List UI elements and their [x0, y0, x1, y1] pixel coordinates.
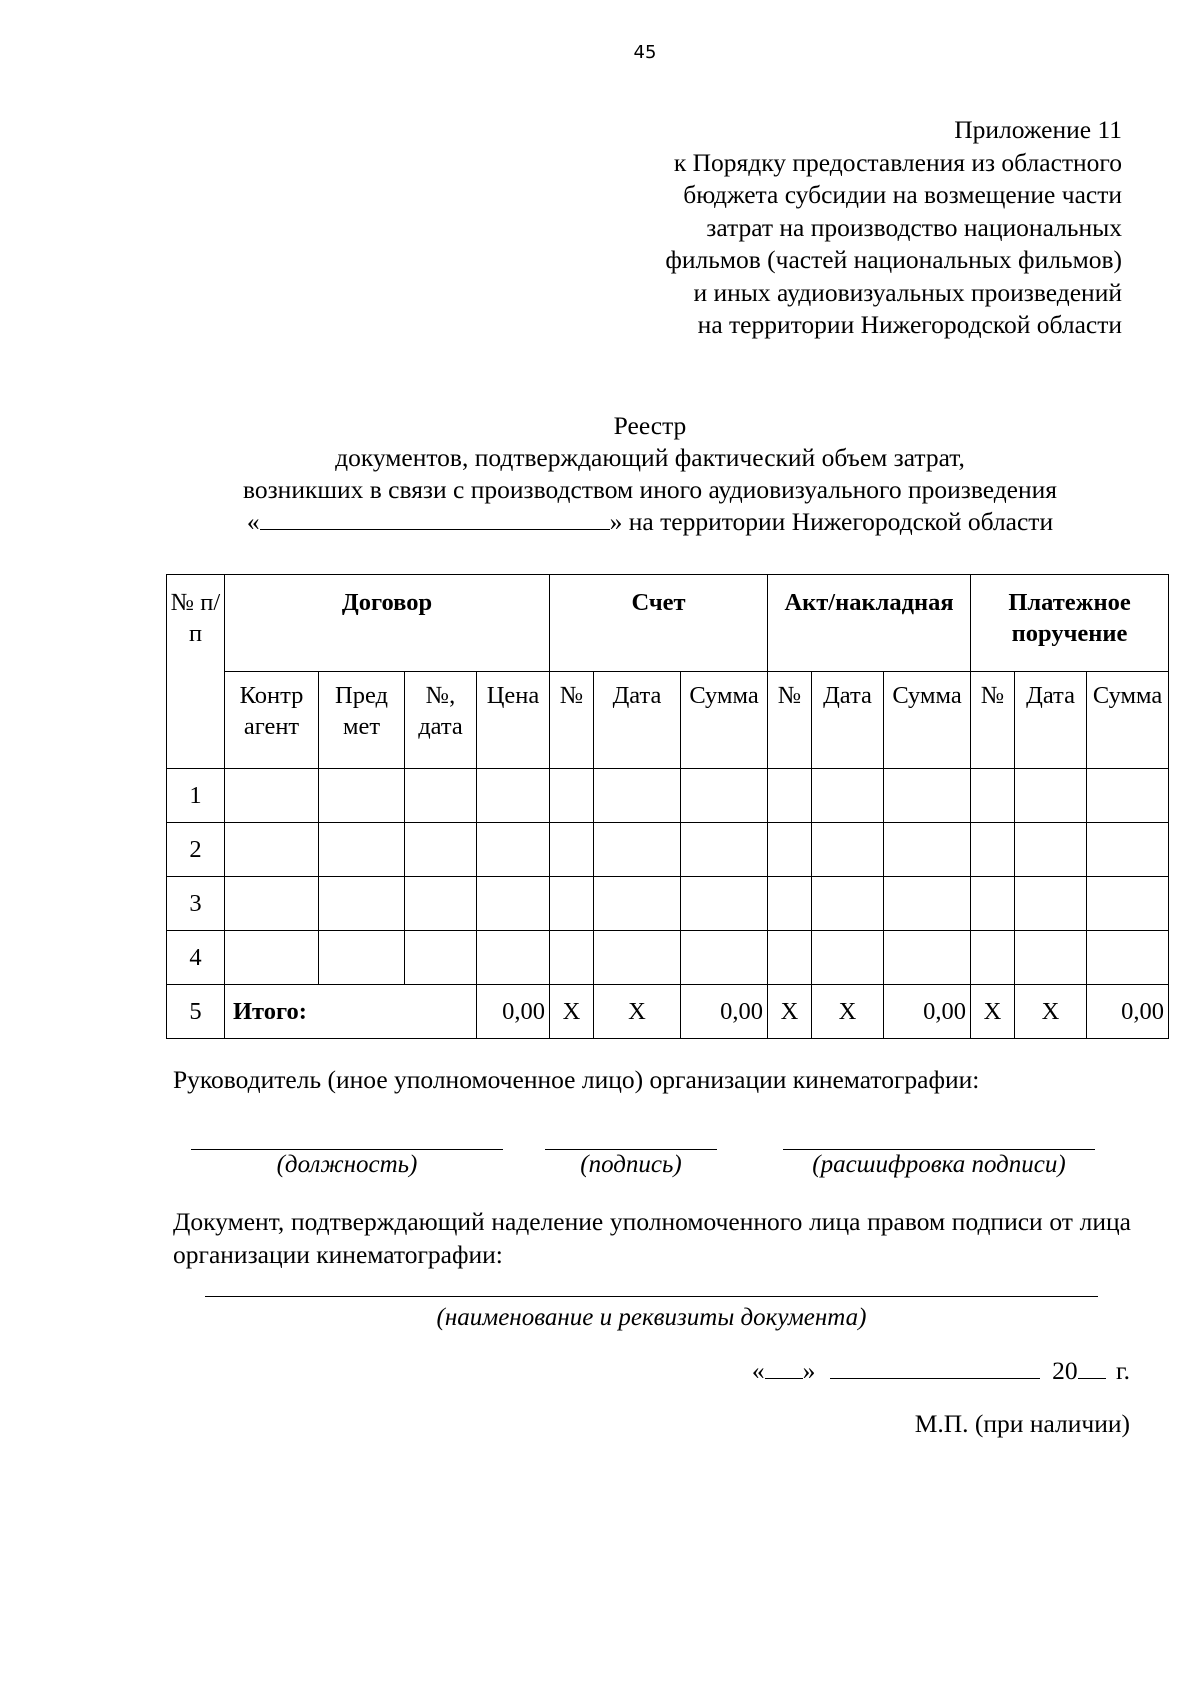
table-subheader-row [167, 672, 1169, 769]
row-number: 1 [167, 769, 225, 823]
authority-document-caption: (наименование и реквизиты документа) [436, 1304, 867, 1331]
header-contract: Договор [225, 575, 550, 672]
table-cell[interactable] [971, 823, 1015, 877]
table-cell[interactable] [768, 877, 812, 931]
title-line-tail: » на территории Нижегородской области [609, 507, 1054, 536]
table-cell[interactable] [681, 769, 768, 823]
table-cell[interactable] [971, 877, 1015, 931]
table-cell[interactable] [971, 769, 1015, 823]
row-number: 2 [167, 823, 225, 877]
table-cell[interactable] [405, 769, 477, 823]
table-cell[interactable] [884, 931, 971, 985]
signature-sign [545, 1123, 717, 1178]
table-cell[interactable] [971, 931, 1015, 985]
position-field[interactable] [191, 1123, 503, 1150]
date-close-quote: » [802, 1356, 816, 1385]
appendix-line: фильмов (частей национальных фильмов) [665, 245, 1122, 274]
appendix-header [562, 114, 1122, 342]
table-cell[interactable] [550, 823, 594, 877]
table-cell[interactable] [884, 769, 971, 823]
subheader-act-sum: Сумма [884, 672, 971, 769]
subheader-act-no: № [768, 672, 812, 769]
table-cell[interactable] [550, 877, 594, 931]
decoding-field[interactable] [783, 1123, 1095, 1150]
year-prefix: 20 [1052, 1356, 1078, 1385]
table-cell[interactable] [225, 877, 319, 931]
table-cell[interactable] [550, 931, 594, 985]
table-cell[interactable] [405, 877, 477, 931]
table-cell[interactable] [594, 823, 681, 877]
table-cell[interactable] [319, 769, 405, 823]
table-total-row [167, 985, 1169, 1039]
table-row [167, 823, 1169, 877]
table-cell[interactable] [681, 823, 768, 877]
table-cell[interactable] [681, 931, 768, 985]
table-cell[interactable] [884, 823, 971, 877]
header-payment: Платежное поручение [971, 575, 1169, 672]
table-cell[interactable] [405, 931, 477, 985]
subheader-payment-no: № [971, 672, 1015, 769]
stamp-label: М.П. (при наличии) [914, 1409, 1130, 1438]
total-payment-sum: 0,00 [1087, 985, 1169, 1039]
table-cell[interactable] [477, 769, 550, 823]
table-cell[interactable] [1015, 877, 1087, 931]
total-x: Х [812, 985, 884, 1039]
total-act-sum: 0,00 [884, 985, 971, 1039]
table-cell[interactable] [812, 823, 884, 877]
header-num: № п/п [167, 575, 225, 769]
table-cell[interactable] [1087, 823, 1169, 877]
subheader-invoice-no: № [550, 672, 594, 769]
table-row [167, 769, 1169, 823]
registry-table [166, 574, 1169, 1039]
table-cell[interactable] [812, 931, 884, 985]
signature-caption: (подпись) [580, 1151, 682, 1178]
year-field[interactable] [1078, 1354, 1106, 1379]
table-cell[interactable] [594, 877, 681, 931]
table-cell[interactable] [319, 931, 405, 985]
table-cell[interactable] [1015, 769, 1087, 823]
table-cell[interactable] [225, 931, 319, 985]
table-row [167, 931, 1169, 985]
authority-document-field[interactable] [205, 1270, 1098, 1297]
date-open-quote: « [751, 1356, 765, 1385]
total-x: Х [1015, 985, 1087, 1039]
total-x: Х [768, 985, 812, 1039]
appendix-line: к Порядку предоставления из областного [673, 147, 1122, 177]
position-caption: (должность) [276, 1151, 418, 1178]
film-title-blank[interactable] [260, 507, 610, 530]
table-cell[interactable] [1087, 769, 1169, 823]
appendix-line: бюджета субсидии на возмещение части [683, 180, 1122, 209]
total-label: Итого: [225, 985, 477, 1039]
table-cell[interactable] [319, 823, 405, 877]
table-cell[interactable] [225, 769, 319, 823]
subheader-invoice-sum: Сумма [681, 672, 768, 769]
subheader-counterparty: Контр агент [225, 672, 319, 769]
signature-field[interactable] [545, 1123, 717, 1150]
day-field[interactable] [765, 1354, 803, 1379]
table-cell[interactable] [1087, 877, 1169, 931]
table-cell[interactable] [812, 877, 884, 931]
page-number: 45 [633, 42, 657, 63]
table-row [167, 877, 1169, 931]
table-cell[interactable] [768, 931, 812, 985]
title-line: документов, подтверждающий фактический объем затрат, [335, 443, 965, 472]
appendix-line: затрат на производство национальных [706, 212, 1122, 242]
open-quote: « [246, 507, 260, 536]
total-invoice-sum: 0,00 [681, 985, 768, 1039]
table-cell[interactable] [681, 877, 768, 931]
row-number: 4 [167, 931, 225, 985]
table-cell[interactable] [884, 877, 971, 931]
subheader-payment-sum: Сумма [1087, 672, 1169, 769]
table-cell[interactable] [477, 823, 550, 877]
row-number: 3 [167, 877, 225, 931]
table-cell[interactable] [405, 823, 477, 877]
table-cell[interactable] [477, 877, 550, 931]
table-cell[interactable] [319, 877, 405, 931]
table-cell[interactable] [1015, 931, 1087, 985]
year-suffix: г. [1116, 1356, 1130, 1385]
total-price: 0,00 [477, 985, 550, 1039]
header-act: Акт/накладная [768, 575, 971, 672]
row-number: 5 [167, 985, 225, 1039]
head-label: Руководитель (иное уполномоченное лицо) организации кинематографии: [173, 1065, 980, 1094]
table-cell[interactable] [1087, 931, 1169, 985]
table-cell[interactable] [594, 931, 681, 985]
month-field[interactable] [830, 1354, 1040, 1379]
subheader-num-date: №, дата [405, 672, 477, 769]
appendix-line: Приложение 11 [954, 115, 1122, 144]
authority-document-paragraph: Документ, подтверждающий наделение уполномоченного лица правом подписи от лица организации кинематографии: [173, 1207, 1131, 1269]
table-cell[interactable] [768, 823, 812, 877]
table-cell[interactable] [812, 769, 884, 823]
table-cell[interactable] [225, 823, 319, 877]
title-line: Реестр [613, 411, 687, 440]
subheader-subject: Пред мет [319, 672, 405, 769]
document-title [190, 410, 1110, 538]
table-cell[interactable] [550, 769, 594, 823]
subheader-invoice-date: Дата [594, 672, 681, 769]
appendix-line: и иных аудиовизуальных произведений [693, 277, 1122, 307]
subheader-price: Цена [477, 672, 550, 769]
total-x: Х [971, 985, 1015, 1039]
decoding-caption: (расшифровка подписи) [812, 1151, 1066, 1178]
header-invoice: Счет [550, 575, 768, 672]
title-line: возникших в связи с производством иного аудиовизуального произведения [242, 475, 1058, 504]
total-x: Х [550, 985, 594, 1039]
subheader-payment-date: Дата [1015, 672, 1087, 769]
signature-decoding [783, 1123, 1095, 1178]
date-line [752, 1354, 1130, 1386]
signature-position [191, 1123, 503, 1178]
table-cell[interactable] [477, 931, 550, 985]
subheader-act-date: Дата [812, 672, 884, 769]
table-cell[interactable] [768, 769, 812, 823]
table-cell[interactable] [1015, 823, 1087, 877]
total-x: Х [594, 985, 681, 1039]
table-cell[interactable] [594, 769, 681, 823]
table-header-row [167, 575, 1169, 672]
appendix-line: на территории Нижегородской области [697, 310, 1122, 339]
title-line-film [190, 506, 1110, 538]
